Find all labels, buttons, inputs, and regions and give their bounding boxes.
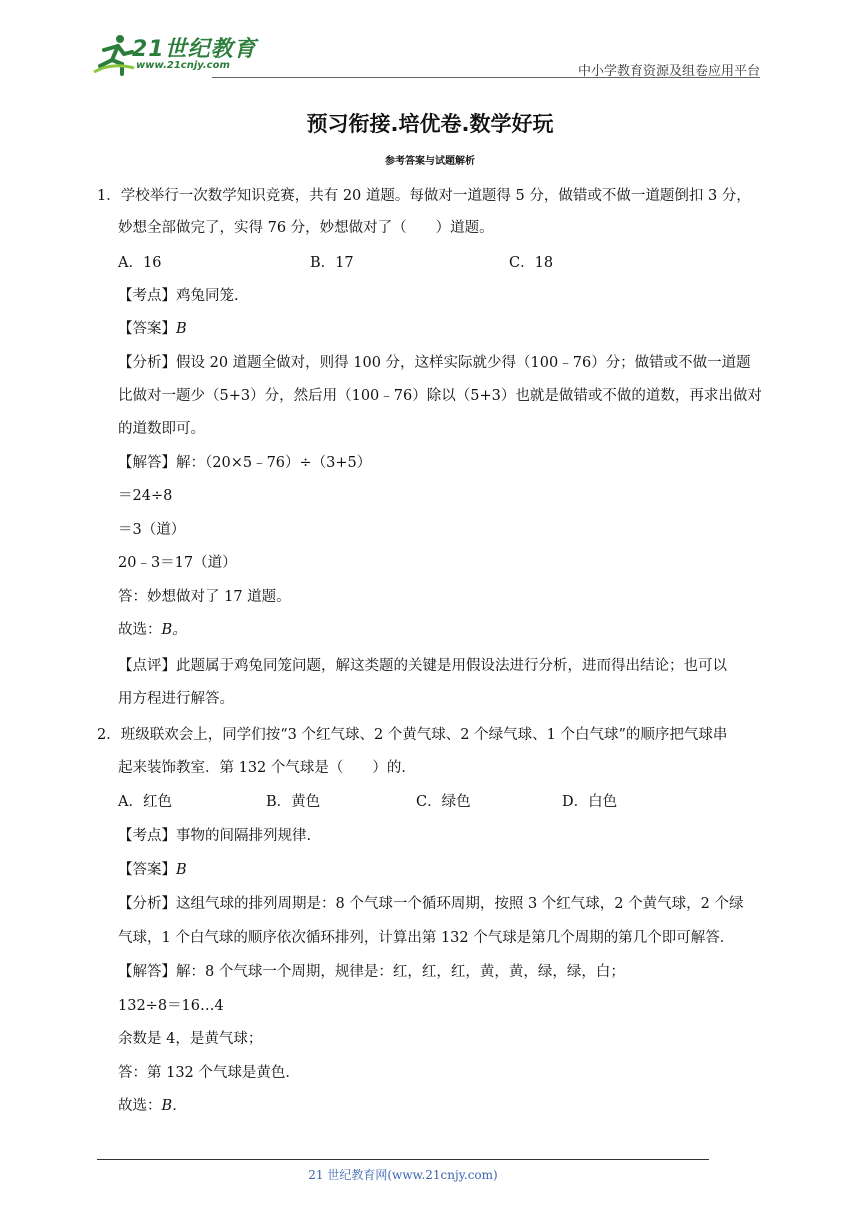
q2-option-b: B．黄色 <box>266 794 321 810</box>
q2-fenxi-line2: 气球，1 个白气球的顺序依次循环排列，计算出第 132 个气球是第几个周期的第几个即可解答． <box>118 930 735 946</box>
q1-guxuan-value: B。 <box>161 622 187 638</box>
footer-divider <box>97 1159 709 1160</box>
q1-dianping-line2: 用方程进行解答。 <box>118 691 234 707</box>
footer-link[interactable]: 21 世纪教育网(www.21cnjy.com) <box>308 1168 498 1182</box>
q2-answer-value: B <box>176 862 187 878</box>
q1-fenxi-line3: 的道数即可。 <box>118 421 205 437</box>
q2-stem-line1: 2．班级联欢会上，同学们按“3 个红气球、2 个黄气球、2 个绿气球、1 个白气球”的顺序把气球串 <box>97 727 728 743</box>
q1-step1: ＝24÷8 <box>118 488 173 504</box>
q1-option-c: C．18 <box>509 255 554 271</box>
q1-option-a: A．16 <box>118 255 162 271</box>
q2-da: 答：第 132 个气球是黄色． <box>118 1065 300 1081</box>
platform-name: 中小学教育资源及组卷应用平台 <box>577 64 760 79</box>
page-header <box>92 30 760 78</box>
q1-step3: 20﹣3＝17（道） <box>118 555 237 571</box>
q1-stem-line1: 1．学校举行一次数学知识竞赛，共有 20 道题。每做对一道题得 5 分，做错或不做一道题倒扣 3 分， <box>97 188 751 204</box>
q2-jieda: 【解答】解：8 个气球一个周期，规律是：红，红，红，黄，黄，绿，绿，白； <box>118 964 625 980</box>
q2-answer-label: 【答案】 <box>118 862 176 878</box>
header-divider <box>212 77 760 78</box>
page-title: 预习衔接.培优卷.数学好玩 <box>306 112 554 136</box>
q1-jieda: 【解答】解：（20×5﹣76）÷（3+5） <box>118 455 372 471</box>
q1-answer <box>118 319 187 339</box>
q2-step2: 余数是 4，是黄气球； <box>118 1031 263 1047</box>
q1-fenxi-line1: 【分析】假设 20 道题全做对，则得 100 分，这样实际就少得（100﹣76）分；做错或不做一道题 <box>118 355 751 371</box>
q1-kaodian: 【考点】鸡兔同笼. <box>118 288 239 304</box>
q1-option-b: B．17 <box>310 255 354 271</box>
q1-guxuan <box>118 620 187 640</box>
q1-dianping-line1: 【点评】此题属于鸡兔同笼问题，解这类题的关键是用假设法进行分析，进而得出结论；也可以 <box>118 658 727 674</box>
runner-logo-icon <box>92 32 136 76</box>
q1-answer-value: B <box>176 321 187 337</box>
q2-step1: 132÷8＝16…4 <box>118 998 224 1014</box>
q2-fenxi-line1: 【分析】这组气球的排列周期是：8 个气球一个循环周期，按照 3 个红气球，2 个黄气球，2 个绿 <box>118 896 744 912</box>
q1-stem-line2: 妙想全部做完了，实得 76 分，妙想做对了（ ）道题。 <box>118 220 494 236</box>
q1-guxuan-label: 故选： <box>118 622 162 638</box>
logo <box>92 30 262 78</box>
q2-guxuan <box>118 1096 187 1116</box>
q2-option-d: D．白色 <box>562 794 618 810</box>
q2-guxuan-label: 故选： <box>118 1098 162 1114</box>
q1-step2: ＝3（道） <box>118 522 186 538</box>
logo-text: 21世纪教育 <box>132 37 257 62</box>
q1-fenxi-line2: 比做对一题少（5+3）分，然后用（100﹣76）除以（5+3）也就是做错或不做的道数，再求出做对 <box>118 388 762 404</box>
q2-answer <box>118 860 187 880</box>
q1-answer-label: 【答案】 <box>118 321 176 337</box>
q1-da: 答：妙想做对了 17 道题。 <box>118 589 291 605</box>
q2-stem-line2: 起来装饰教室．第 132 个气球是（ ）的． <box>118 760 416 776</box>
page-subtitle: 参考答案与试题解析 <box>385 156 475 167</box>
q2-kaodian: 【考点】事物的间隔排列规律. <box>118 828 312 844</box>
q2-guxuan-value: B． <box>161 1098 187 1114</box>
logo-url: www.21cnjy.com <box>136 60 230 71</box>
q2-option-c: C．绿色 <box>416 794 471 810</box>
q2-option-a: A．红色 <box>118 794 172 810</box>
